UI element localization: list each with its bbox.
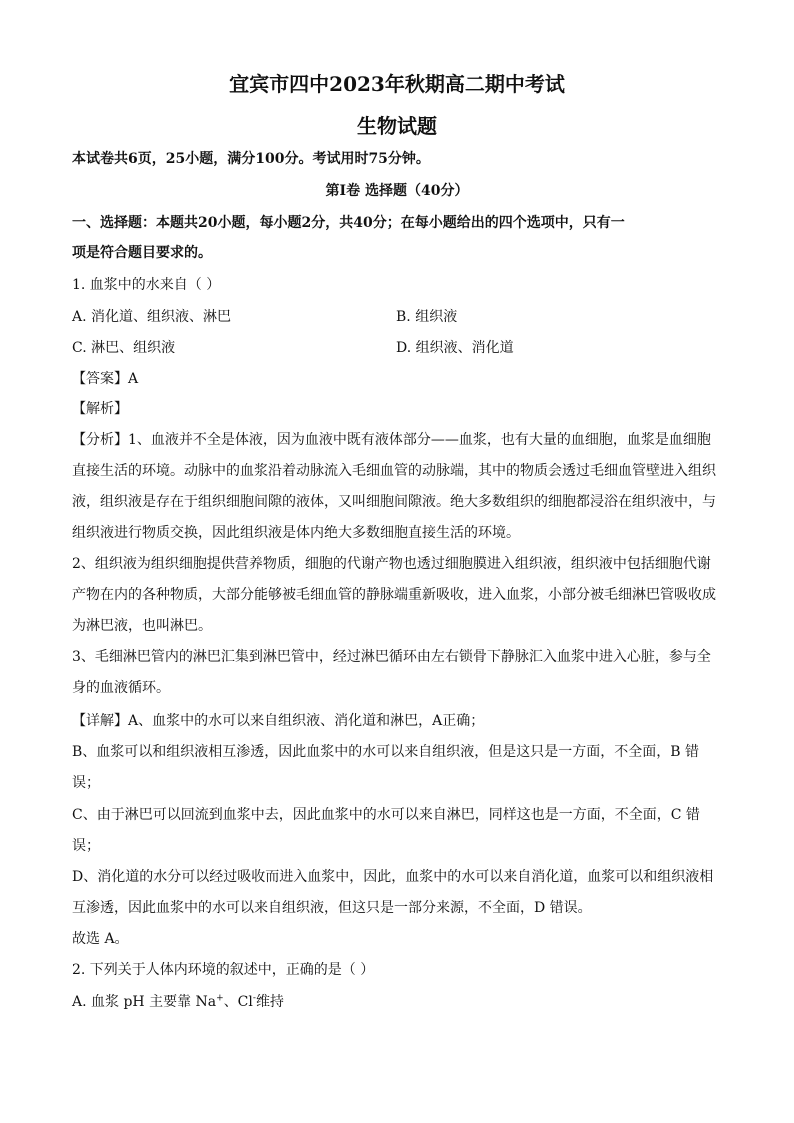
instructions-line-2: 项是符合题目要求的。	[72, 245, 212, 261]
analysis-line: 组织液进行物质交换，因此组织液是体内绝大多数细胞直接生活的环境。	[72, 525, 520, 541]
exam-info: 本试卷共6页，25小题，满分100分。考试用时75分钟。	[72, 151, 430, 167]
detail-line: B、血浆可以和组织液相互渗透，因此血浆中的水可以来自组织液，但是这只是一方面，不全面，B 错	[72, 744, 700, 760]
analysis-line: 直接生活的环境。动脉中的血浆沿着动脉流入毛细血管的动脉端，其中的物质会透过毛细血管壁进入组织	[72, 463, 716, 479]
q2-option-a-prefix: A. 血浆 pH 主要靠 Na	[72, 994, 217, 1010]
detail-line: C、由于淋巴可以回流到血浆中去，因此血浆中的水可以来自淋巴，同样这也是一方面，不全面，C 错	[72, 807, 700, 823]
question-2-option-a	[72, 992, 284, 1012]
question-1-option-b: B. 组织液	[396, 309, 458, 325]
analysis-line: 【分析】1、血液并不全是体液，因为血液中既有液体部分——血浆，也有大量的血细胞，血浆是血细胞	[72, 432, 711, 448]
detail-line: 误；	[72, 838, 100, 854]
answer-tag: 【答案】	[72, 371, 128, 387]
detail-line: 互渗透，因此血浆中的水可以来自组织液，但这只是一部分来源，不全面，D 错误。	[72, 900, 592, 916]
q2-option-a-mid: 、Cl	[223, 994, 253, 1010]
sodium-charge: +	[216, 993, 224, 1004]
question-1-stem: 1. 血浆中的水来自（ ）	[72, 277, 221, 293]
answer-line	[72, 369, 138, 389]
analysis-line: 产物在内的各种物质，大部分能够被毛细血管的静脉端重新吸收，进入血浆，小部分被毛细淋巴管吸收成	[72, 587, 716, 603]
question-1-option-d: D. 组织液、消化道	[396, 340, 514, 356]
chloride-charge: -	[252, 993, 256, 1004]
detail-line: 误；	[72, 775, 100, 791]
instructions-line-1: 一、选择题：本题共20小题，每小题2分，共40分；在每小题给出的四个选项中，只有一	[72, 215, 625, 231]
subject-title: 生物试题	[357, 114, 437, 138]
detail-line: D、消化道的水分可以经过吸收而进入血浆中，因此，血浆中的水可以来自消化道，血浆可以和组织液相	[72, 869, 714, 885]
exam-title: 宜宾市四中2023年秋期高二期中考试	[229, 72, 565, 96]
question-1-option-c: C. 淋巴、组织液	[72, 340, 176, 356]
question-2-stem: 2. 下列关于人体内环境的叙述中，正确的是（ ）	[72, 962, 375, 978]
analysis-line: 液，组织液是存在于组织细胞间隙的液体，又叫细胞间隙液。绝大多数组织的细胞都浸浴在组织液中，与	[72, 494, 716, 510]
analysis-line: 为淋巴液，也叫淋巴。	[72, 618, 212, 634]
answer-value: A	[128, 371, 139, 387]
q2-option-a-suffix: 维持	[255, 994, 284, 1010]
detail-line: 【详解】A、血浆中的水可以来自组织液、消化道和淋巴，A正确；	[72, 713, 485, 729]
section-title: 第Ⅰ卷 选择题（40分）	[325, 183, 469, 199]
analysis-line: 2、组织液为组织细胞提供营养物质，细胞的代谢产物也透过细胞膜进入组织液，组织液中包括细胞代谢	[72, 556, 711, 572]
detail-line: 故选 A。	[72, 931, 129, 947]
analysis-line: 身的血液循环。	[72, 680, 170, 696]
question-1-option-a: A. 消化道、组织液、淋巴	[72, 309, 232, 325]
analysis-tag: 【解析】	[72, 401, 128, 417]
analysis-line: 3、毛细淋巴管内的淋巴汇集到淋巴管中，经过淋巴循环由左右锁骨下静脉汇入血浆中进入心脏，参与全	[72, 649, 711, 665]
